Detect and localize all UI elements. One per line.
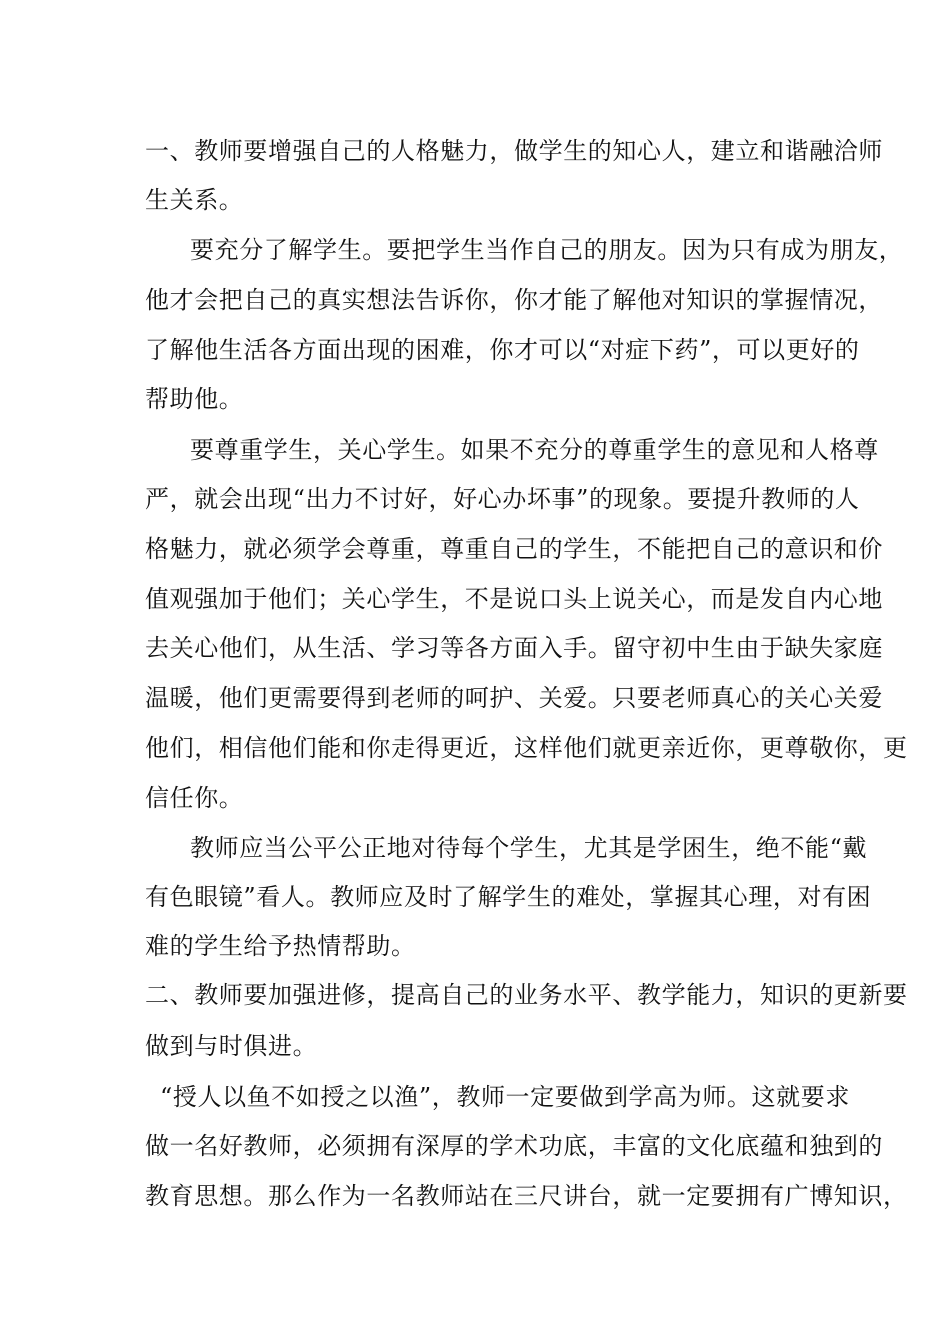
paragraph-line: “授人以鱼不如授之以渔”，教师一定要做到学高为师。这就要求 <box>160 1083 850 1111</box>
paragraph-line: 去关心他们，从生活、学习等各方面入手。留守初中生由于缺失家庭 <box>145 634 883 662</box>
section-heading-2-line-1: 二、教师要加强进修，提高自己的业务水平、教学能力，知识的更新要 <box>145 981 908 1009</box>
section-heading-1-line-2: 生关系。 <box>145 186 244 214</box>
section-heading-1-line-1: 一、教师要增强自己的人格魅力，做学生的知心人，建立和谐融洽师 <box>145 137 883 165</box>
paragraph-line: 做一名好教师，必须拥有深厚的学术功底，丰富的文化底蕴和独到的 <box>145 1132 883 1160</box>
paragraph-line: 教育思想。那么作为一名教师站在三尺讲台，就一定要拥有广博知识， <box>145 1182 908 1210</box>
paragraph-line: 他才会把自己的真实想法告诉你，你才能了解他对知识的掌握情况， <box>145 286 883 314</box>
paragraph-line: 格魅力，就必须学会尊重，尊重自己的学生，不能把自己的意识和价 <box>145 535 883 563</box>
paragraph-line: 他们，相信他们能和你走得更近，这样他们就更亲近你，更尊敬你，更 <box>145 734 908 762</box>
paragraph-line: 有色眼镜”看人。教师应及时了解学生的难处，掌握其心理，对有困 <box>145 883 872 911</box>
paragraph-line: 难的学生给予热情帮助。 <box>145 932 416 960</box>
paragraph-line: 值观强加于他们；关心学生，不是说口头上说关心，而是发自内心地 <box>145 585 883 613</box>
paragraph-line: 要尊重学生，关心学生。如果不充分的尊重学生的意见和人格尊 <box>190 436 879 464</box>
paragraph-line: 要充分了解学生。要把学生当作自己的朋友。因为只有成为朋友， <box>190 236 904 264</box>
paragraph-line: 教师应当公平公正地对待每个学生，尤其是学困生，绝不能“戴 <box>190 834 868 862</box>
section-heading-2-line-2: 做到与时俱进。 <box>145 1032 318 1060</box>
paragraph-line: 严，就会出现“出力不讨好，好心办坏事”的现象。要提升教师的人 <box>145 485 860 513</box>
paragraph-line: 帮助他。 <box>145 385 244 413</box>
paragraph-line: 温暖，他们更需要得到老师的呵护、关爱。只要老师真心的关心关爱 <box>145 684 883 712</box>
paragraph-line: 了解他生活各方面出现的困难，你才可以“对症下药”，可以更好的 <box>145 336 860 364</box>
paragraph-line: 信任你。 <box>145 784 244 812</box>
